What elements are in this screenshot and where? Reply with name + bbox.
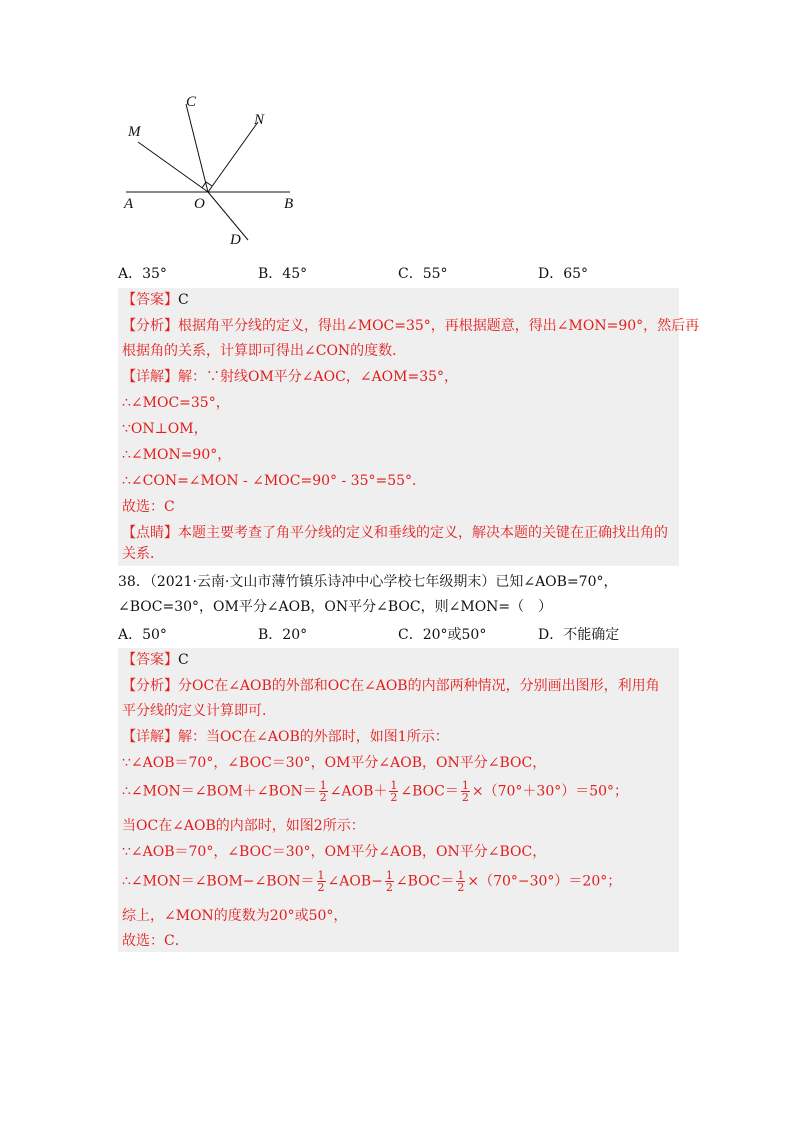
- q38-detail-line-6: [122, 870, 621, 893]
- q38-analysis-line-2: 平分线的定义计算即可．: [122, 703, 276, 719]
- fraction-half: [385, 870, 394, 893]
- q38-detail-3d: ×（70°＋30°）＝50°；: [471, 783, 629, 800]
- q37-option-c: C．55°: [398, 266, 448, 282]
- q38-conclusion: 故选：C．: [122, 933, 189, 949]
- fraction-denominator: 2: [461, 791, 469, 804]
- fraction-denominator: 2: [385, 881, 393, 894]
- fraction-half: [456, 870, 465, 893]
- q37-analysis-line-1: [122, 316, 699, 336]
- q38-solution-panel: [118, 648, 679, 952]
- q37-answer-tag: 【答案】: [122, 292, 178, 308]
- fraction-numerator: 1: [457, 869, 465, 882]
- fraction-denominator: 2: [457, 881, 465, 894]
- fraction-half: [461, 780, 470, 803]
- q37-comment-line-2: 关系．: [122, 546, 164, 562]
- label-m: M: [128, 124, 141, 140]
- q37-detail-line-3: ∵ON⊥OM，: [122, 421, 208, 437]
- q38-detail-6a: ∴∠MON＝∠BOM−∠BON＝: [122, 873, 315, 890]
- label-n: N: [254, 112, 265, 128]
- fraction-numerator: 1: [390, 779, 398, 792]
- q38-detail-line-1: [122, 727, 449, 747]
- geometry-figure: [118, 92, 308, 252]
- q37-detail-line-5: ∴∠CON=∠MON - ∠MOC=90° - 35°=55°．: [122, 473, 427, 489]
- label-a: A: [124, 196, 134, 212]
- q37-solution-panel: [118, 288, 700, 566]
- q38-detail-3c: ∠BOC＝: [400, 783, 459, 800]
- q37-option-a: A．35°: [118, 266, 167, 282]
- q38-detail-6c: ∠BOC＝: [395, 873, 455, 890]
- q37-detail-text-1: 解：∵射线OM平分∠AOC，∠AOM=35°，: [178, 369, 459, 385]
- q37-analysis-tag: 【分析】: [122, 318, 178, 334]
- q38-answer: C: [178, 652, 189, 668]
- q37-detail-line-4: ∴∠MON=90°，: [122, 447, 232, 463]
- angle-diagram: [118, 92, 308, 252]
- q38-detail-6b: ∠AOB−: [327, 873, 383, 890]
- fraction-numerator: 1: [319, 779, 327, 792]
- q37-answer: C: [178, 292, 189, 308]
- fraction-numerator: 1: [317, 869, 325, 882]
- q37-answer-line: [122, 290, 189, 310]
- q38-detail-6d: ×（70°−30°）＝20°；: [467, 873, 622, 890]
- q38-detail-3a: ∴∠MON＝∠BOM＋∠BON＝: [122, 783, 317, 800]
- q38-analysis-tag: 【分析】: [122, 678, 178, 694]
- fraction-denominator: 2: [317, 881, 325, 894]
- q38-stem-line-1: 38．（2021·云南·文山市薄竹镇乐诗冲中心学校七年级期末）已知∠AOB=70°，: [118, 574, 618, 590]
- fraction-half: [319, 780, 328, 803]
- q37-analysis-line-2: 根据角的关系，计算即可得出∠CON的度数．: [122, 343, 407, 359]
- q38-answer-line: [122, 650, 189, 670]
- q38-detail-line-4: 当OC在∠AOB的内部时，如图2所示：: [122, 818, 365, 834]
- q37-analysis-text-1: 根据角平分线的定义，得出∠MOC=35°，再根据题意，得出∠MON=90°，然后再: [178, 318, 700, 334]
- q37-detail-line-1: [122, 367, 458, 387]
- q37-option-d: D．65°: [538, 266, 589, 282]
- ray-on: [208, 122, 258, 192]
- q38-analysis-text-1: 分OC在∠AOB的外部和OC在∠AOB的内部两种情况，分别画出图形，利用角: [178, 678, 660, 694]
- q37-options: [118, 263, 678, 285]
- q38-option-b: B．20°: [258, 627, 308, 643]
- q38-detail-3b: ∠AOB＋: [329, 783, 388, 800]
- fraction-denominator: 2: [319, 791, 327, 804]
- q37-comment-line-1: [122, 523, 668, 543]
- q37-comment-text-1: 本题主要考查了角平分线的定义和垂线的定义，解决本题的关键在正确找出角的: [178, 525, 668, 541]
- q38-detail-line-5: ∵∠AOB＝70°，∠BOC＝30°，OM平分∠AOB，ON平分∠BOC，: [122, 844, 547, 860]
- q38-answer-tag: 【答案】: [122, 652, 178, 668]
- q38-stem-line-2: ∠BOC=30°，OM平分∠AOB，ON平分∠BOC，则∠MON=（ ）: [118, 599, 553, 615]
- fraction-half: [317, 870, 326, 893]
- label-o: O: [194, 196, 205, 212]
- q37-detail-line-2: ∴∠MOC=35°，: [122, 395, 230, 411]
- q37-conclusion: 故选：C: [122, 499, 175, 515]
- q38-detail-line-2: ∵∠AOB＝70°，∠BOC＝30°，OM平分∠AOB，ON平分∠BOC，: [122, 755, 547, 771]
- q38-options: [118, 624, 678, 646]
- q38-option-c: C．20°或50°: [398, 627, 487, 643]
- q38-analysis-line-1: [122, 676, 660, 696]
- fraction-numerator: 1: [385, 869, 393, 882]
- q37-option-b: B．45°: [258, 266, 308, 282]
- q38-detail-text-1: 解：当OC在∠AOB的外部时，如图1所示：: [178, 729, 449, 745]
- q37-comment-tag: 【点睛】: [122, 525, 178, 541]
- q38-option-a: A．50°: [118, 627, 167, 643]
- label-c: C: [186, 94, 197, 110]
- fraction-denominator: 2: [390, 791, 398, 804]
- q38-detail-line-3: [122, 780, 628, 803]
- fraction-numerator: 1: [461, 779, 469, 792]
- fraction-half: [389, 780, 398, 803]
- label-d: D: [230, 232, 241, 248]
- ray-od: [208, 192, 248, 240]
- q37-detail-tag: 【详解】: [122, 369, 178, 385]
- q38-option-d: D．不能确定: [538, 627, 620, 643]
- label-b: B: [284, 196, 294, 212]
- q38-detail-tag: 【详解】: [122, 729, 178, 745]
- q38-detail-line-7: 综上，∠MON的度数为20°或50°，: [122, 908, 348, 924]
